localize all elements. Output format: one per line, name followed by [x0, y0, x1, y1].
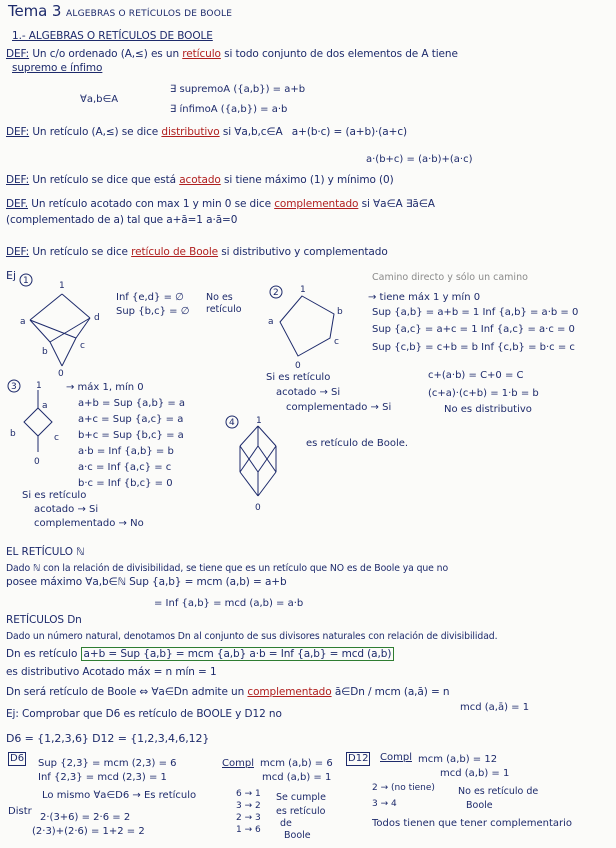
reticulos-dn-heading: RETÍCULOS Dn	[6, 614, 82, 626]
def-reticulo-term2: supremo e ínfimo	[12, 62, 103, 74]
d6-compl-note-0: Se cumple	[276, 792, 326, 803]
g3-r6: b·c = Inf {b,c} = 0	[78, 478, 173, 489]
def-reticulo-inf: ∃ ínfimoA ({a,b}) = a·b	[170, 104, 288, 115]
svg-text:1: 1	[36, 381, 42, 391]
g3-n2: acotado → Si	[34, 504, 99, 515]
d6-compl-mcd: mcd (a,b) = 1	[262, 772, 332, 783]
ej-label: Ej	[6, 269, 17, 282]
d12-mcd: mcd (a,b) = 1	[440, 768, 510, 779]
svg-text:c: c	[334, 337, 339, 347]
g3-r3: b+c = Sup {b,c} = a	[78, 430, 184, 441]
d6-compl-mcm: mcm (a,b) = 6	[260, 758, 333, 769]
reticulo-n-l1: Dado ℕ con la relación de divisibilidad, se tiene que es un retículo que NO es de Boole ya que no	[6, 563, 449, 574]
svg-text:a: a	[20, 317, 26, 327]
d6-compl-map-1: 3 → 2	[236, 801, 261, 811]
g2-gray-note: Camino directo y sólo un camino	[372, 272, 528, 283]
d6-compl-note-3: Boole	[284, 830, 311, 841]
reticulos-dn-l6: Ej: Comprobar que D6 es retículo de BOOLE y D12 no	[6, 708, 282, 720]
svg-text:a: a	[268, 317, 274, 327]
svg-text:4: 4	[229, 418, 235, 428]
svg-text:0: 0	[58, 369, 64, 379]
g2-r4: Sup {c,b} = c+b = b Inf {c,b} = b·c = c	[372, 342, 575, 353]
def-acotado: DEF: Un retículo se dice que está acotado si tiene máximo (1) y mínimo (0)	[6, 174, 394, 186]
d6-compl-map-0: 6 → 1	[236, 789, 261, 799]
svg-text:c: c	[80, 341, 85, 351]
d6-compl-map-3: 1 → 6	[236, 825, 261, 835]
g3-r5: a·c = Inf {a,c} = c	[78, 462, 172, 473]
g2-d3: No es distributivo	[444, 404, 532, 415]
d12-c3e: Todos tienen que tener complementario	[372, 818, 573, 829]
d6-same: Lo mismo ∀a∈D6 → Es retículo	[42, 790, 197, 801]
svg-text:2: 2	[273, 288, 279, 298]
svg-text:0: 0	[255, 503, 261, 513]
g3-r1: a+b = Sup {a,b} = a	[78, 398, 186, 409]
g2-r1: → tiene máx 1 y mín 0	[368, 292, 481, 303]
d6-compl-note-2: de	[280, 818, 292, 829]
reticulos-dn-sets: D6 = {1,2,3,6} D12 = {1,2,3,4,6,12}	[6, 732, 210, 745]
def-complementado: DEF. Un retículo acotado con max 1 y min 0 se dice complementado si ∀a∈A ∃ā∈A	[6, 198, 435, 210]
svg-text:a: a	[42, 401, 48, 411]
distr-label: Distr	[8, 806, 32, 817]
svg-text:1: 1	[59, 281, 65, 291]
g3-r2: a+c = Sup {a,c} = a	[78, 414, 184, 425]
svg-text:b: b	[337, 307, 343, 317]
reticulos-dn-l5: mcd (a,ā) = 1	[460, 702, 530, 713]
svg-text:1: 1	[23, 276, 29, 286]
svg-text:b: b	[42, 347, 48, 357]
def-distributivo-eq2: a·(b+c) = (a·b)+(a·c)	[366, 154, 473, 165]
def-distributivo: DEF: Un retículo (A,≤) se dice distributivo si ∀a,b,c∈A a+(b·c) = (a+b)·(a+c)	[6, 126, 407, 138]
g2-n1: Si es retículo	[266, 372, 331, 383]
reticulos-dn-l2: Dn es retículo a+b = Sup {a,b} = mcm {a,b} a·b = Inf {a,b} = mcd (a,b)	[6, 648, 394, 661]
svg-text:3: 3	[11, 382, 17, 392]
g3-n1: Si es retículo	[22, 490, 87, 501]
def-reticulo-sup: ∃ supremoA ({a,b}) = a+b	[170, 84, 306, 95]
compl-label: Compl	[222, 758, 254, 769]
g4-note: es retículo de Boole.	[306, 438, 409, 449]
def-reticulo-forall: ∀a,b∈A	[80, 94, 119, 105]
page-title: Tema 3 ALGEBRAS O RETÍCULOS DE BOOLE	[8, 2, 233, 20]
svg-text:1: 1	[300, 285, 306, 295]
d6-compl-map-2: 2 → 3	[236, 813, 261, 823]
g1-sup: Sup {b,c} = ∅	[116, 306, 190, 317]
hasse-diagram-2	[262, 282, 352, 371]
g1-inf: Inf {e,d} = ∅	[116, 292, 184, 303]
g1-note-b: retículo	[206, 304, 242, 315]
hasse-diagram-4	[224, 414, 304, 522]
d12-c3d: 3 → 4	[372, 799, 397, 809]
svg-text:0: 0	[34, 457, 40, 467]
reticulo-n-heading: EL RETÍCULO ℕ	[6, 546, 85, 558]
d12-mcm: mcm (a,b) = 12	[418, 754, 498, 765]
g2-r3: Sup {a,c} = a+c = 1 Inf {a,c} = a·c = 0	[372, 324, 575, 335]
d6-label: D6	[10, 753, 25, 764]
d12-c3c: 2 → (no tiene)	[372, 783, 435, 793]
reticulo-n-l2: posee máximo ∀a,b∈ℕ Sup {a,b} = mcm (a,b) = a+b	[6, 576, 287, 588]
reticulos-dn-l3: es distributivo Acotado máx = n mín = 1	[6, 666, 217, 678]
section-heading-boole: 1.- ALGEBRAS O RETÍCULOS DE BOOLE	[12, 30, 213, 42]
reticulos-dn-l4: Dn será retículo de Boole ⇔ ∀a∈Dn admite un complementado ā∈Dn / mcm (a,ā) = n	[6, 686, 450, 698]
svg-text:b: b	[10, 429, 16, 439]
d6-distr-1: 2·(3+6) = 2·6 = 2	[40, 812, 131, 823]
d6-inf: Inf {2,3} = mcd (2,3) = 1	[38, 772, 167, 783]
hasse-diagram-1	[12, 272, 112, 379]
svg-text:c: c	[54, 433, 59, 443]
g1-note-a: No es	[206, 292, 233, 303]
svg-text:d: d	[94, 313, 100, 323]
compl2-label: Compl	[380, 752, 412, 763]
svg-text:0: 0	[295, 361, 301, 371]
g3-n3: complementado → No	[34, 518, 144, 529]
page-subtitle: ALGEBRAS O RETÍCULOS DE BOOLE	[66, 9, 233, 19]
def-complementado-line2: (complementado de a) tal que a+ā=1 a·ā=0	[6, 214, 238, 226]
def-reticulo: DEF: Un c/o ordenado (A,≤) es un retículo si todo conjunto de dos elementos de A tiene	[6, 48, 458, 60]
d12-note-0: No es retículo de	[458, 786, 539, 797]
g2-d1: c+(a·b) = C+0 = C	[428, 370, 524, 381]
hasse-diagram-3	[6, 378, 66, 468]
reticulos-dn-l1: Dado un número natural, denotamos Dn al conjunto de sus divisores naturales con relación de divisibilidad.	[6, 631, 498, 642]
d12-label: D12	[348, 753, 369, 764]
svg-text:1: 1	[256, 416, 262, 426]
reticulo-n-l3: = Inf {a,b} = mcd (a,b) = a·b	[154, 598, 304, 609]
g2-r2: Sup {a,b} = a+b = 1 Inf {a,b} = a·b = 0	[372, 307, 579, 318]
d6-sup: Sup {2,3} = mcm (2,3) = 6	[38, 758, 177, 769]
g3-r4: a·b = Inf {a,b} = b	[78, 446, 174, 457]
g2-n3: complementado → Si	[286, 402, 392, 413]
def-boole: DEF: Un retículo se dice retículo de Boole si distributivo y complementado	[6, 246, 388, 258]
d6-distr-2: (2·3)+(2·6) = 1+2 = 2	[32, 826, 145, 837]
d6-compl-note-1: es retículo	[276, 806, 326, 817]
g3-r0: → máx 1, mín 0	[66, 382, 144, 393]
g2-n2: acotado → Si	[276, 387, 341, 398]
g2-d2: (c+a)·(c+b) = 1·b = b	[428, 388, 539, 399]
d12-note-1: Boole	[466, 800, 493, 811]
